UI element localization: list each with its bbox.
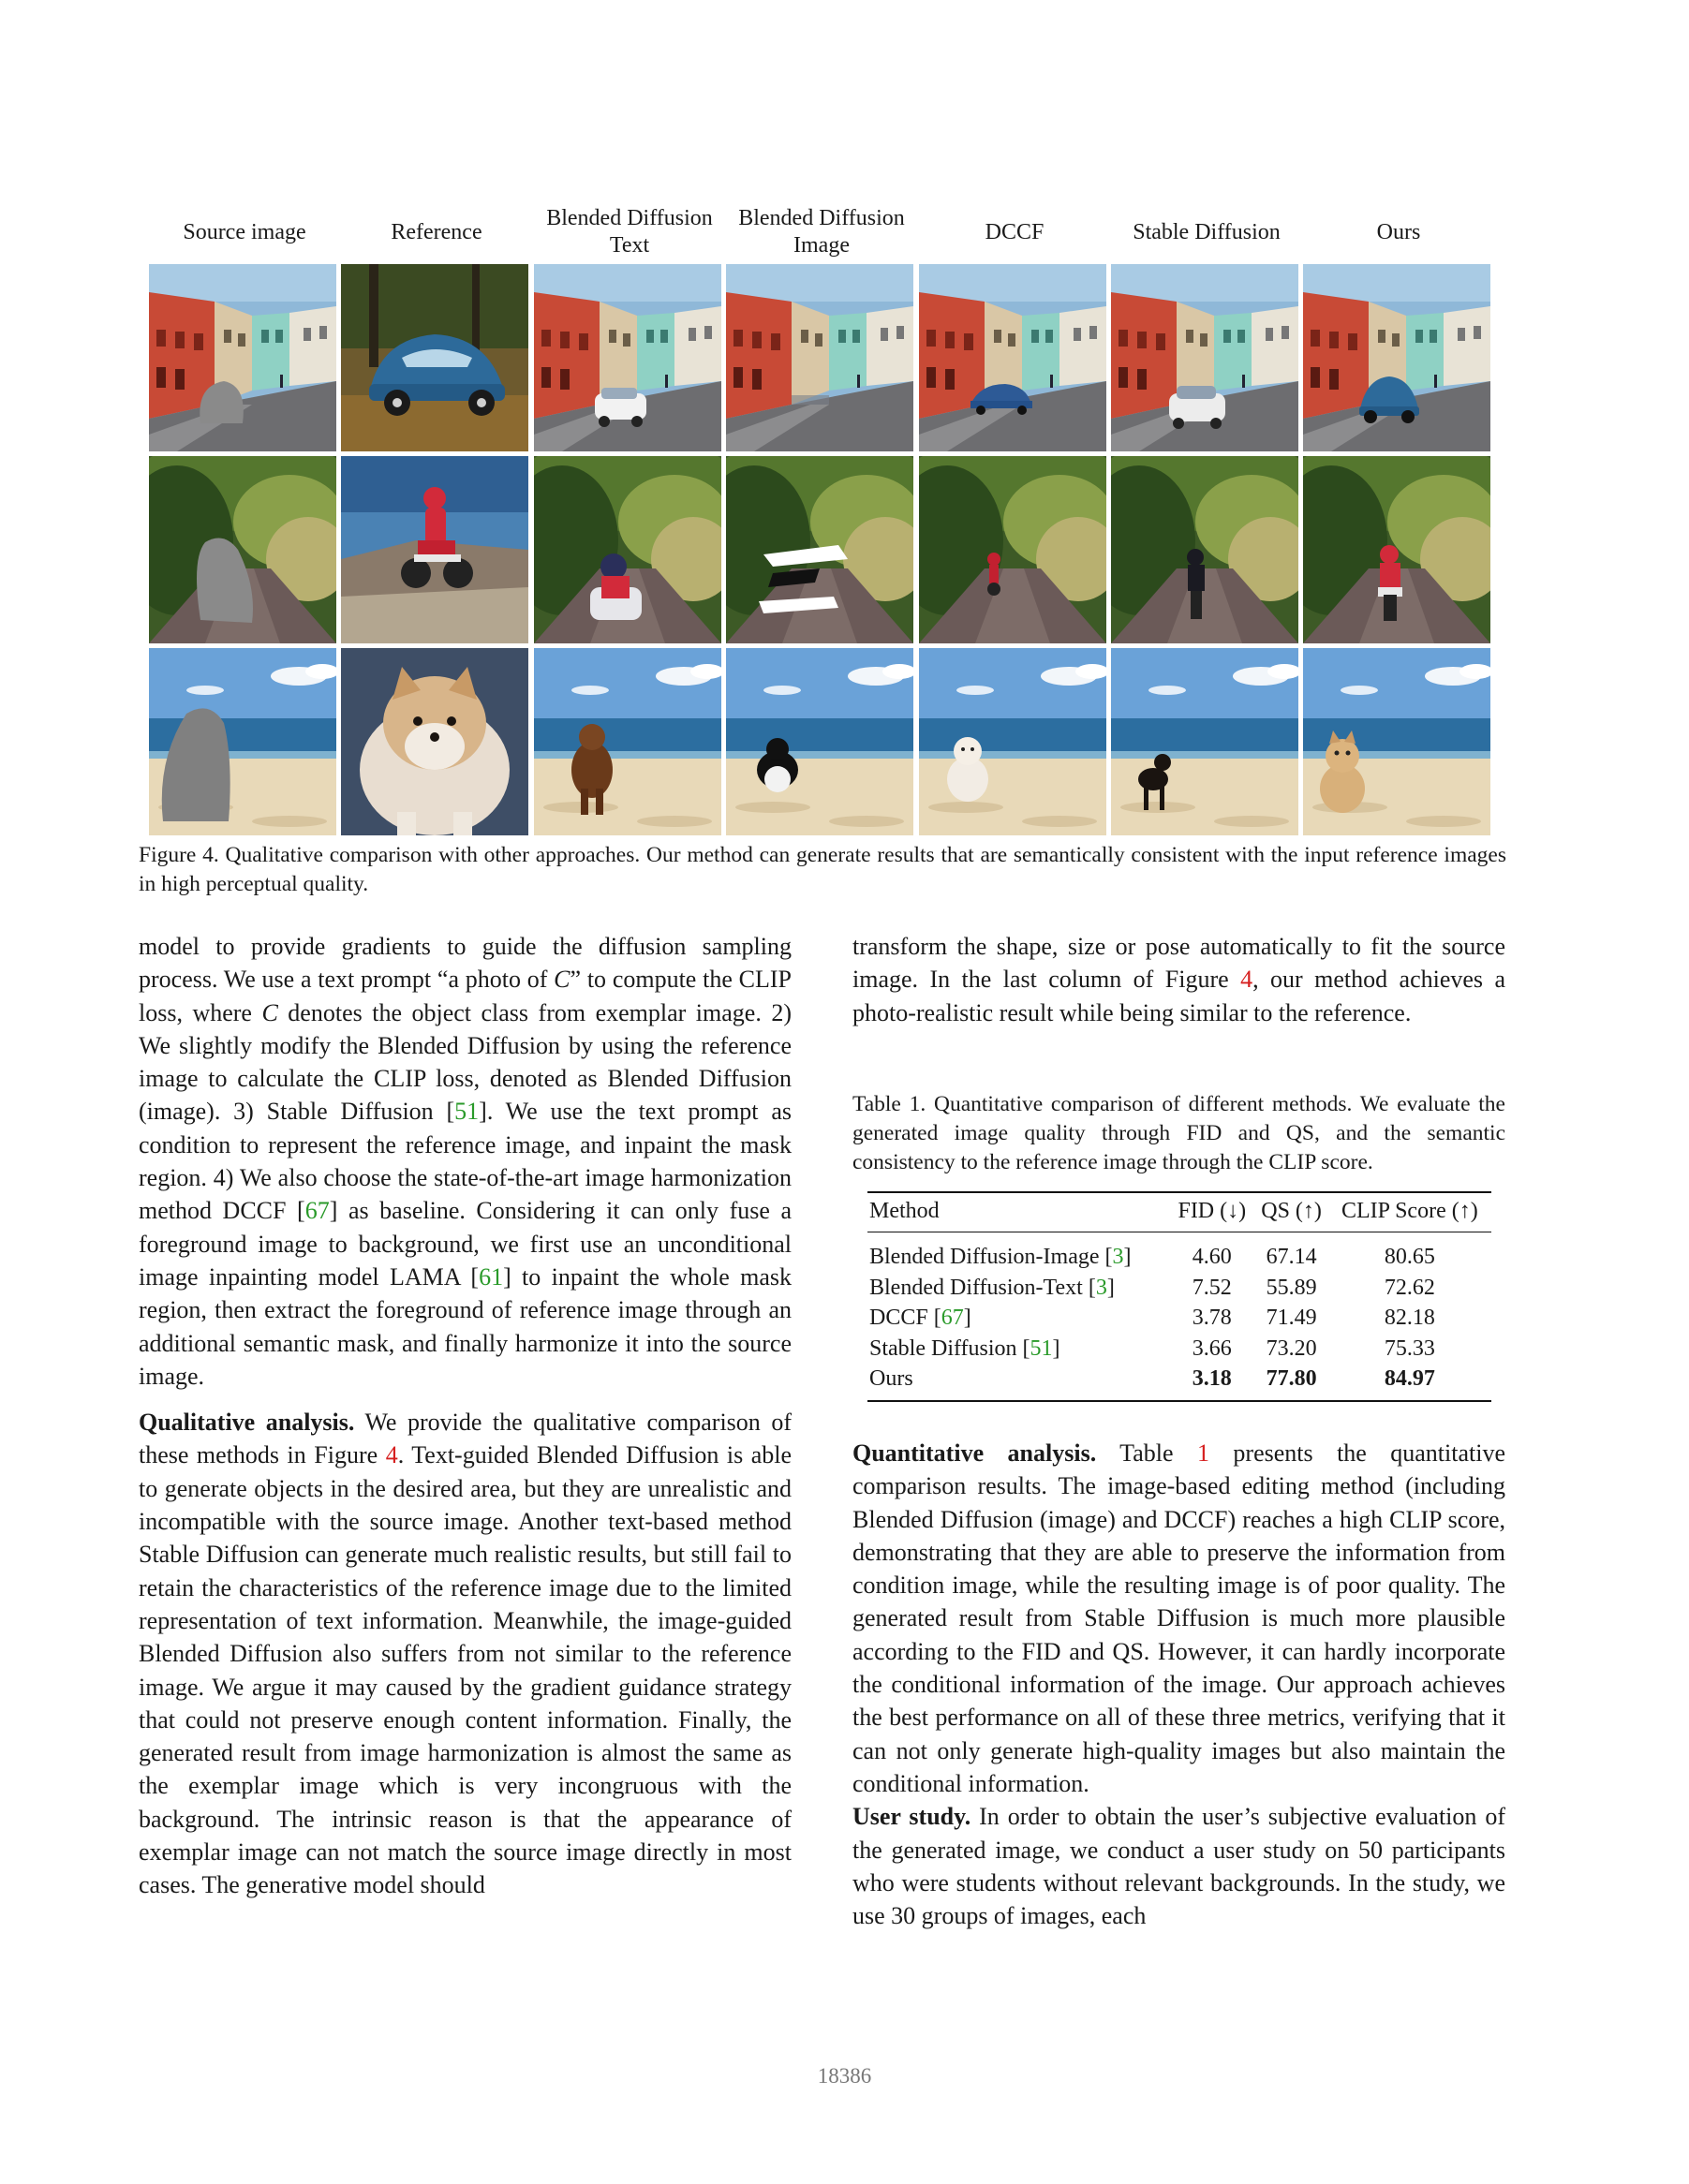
table-row xyxy=(867,1273,1491,1304)
cell-fid: 3.18 xyxy=(1192,1366,1232,1391)
image-forest-stable-diffusion xyxy=(1111,456,1298,643)
section-heading: Quantitative analysis. xyxy=(852,1439,1097,1467)
image-beach-ours xyxy=(1303,648,1490,835)
citation-link[interactable]: 67 xyxy=(941,1306,964,1330)
paragraph-quantitative: Quantitative analysis. Table 1 presents the quantitative comparison results. The image-based editing method (including Blended Diffusion (image) and DCCF) reaches a high CLIP score, demonstrating that they are able to preserve the information from condition image, while the resulting image is of poor quality. The generated result from Stable Diffusion is much more plausible according to the FID and QS. However, it can hardly incorporate the conditional information of the image. Our approach achieves the best performance on all of these three metrics, verifying that it can not only generate high-quality images but also maintain the conditional information. xyxy=(852,1439,1506,1797)
cell-qs: 67.14 xyxy=(1266,1245,1317,1269)
header-qs: QS (↑) xyxy=(1261,1199,1322,1223)
image-forest-bd-image xyxy=(726,456,913,643)
paragraph-transform: transform the shape, size or pose automatically to fit the source image. In the last column of Figure 4, our method achieves a photo-realistic result while being similar to the reference. xyxy=(852,933,1505,1026)
col-header-source: Source image xyxy=(183,219,306,244)
image-beach-source xyxy=(149,648,336,835)
cell-qs: 71.49 xyxy=(1266,1306,1317,1330)
image-beach-dccf xyxy=(919,648,1106,835)
figure-caption: Figure 4. Qualitative comparison with other approaches. Our method can generate results that are semantically consistent with the input reference images in high perceptual quality. xyxy=(139,843,1506,896)
figure-link[interactable]: 4 xyxy=(385,1441,398,1469)
col-header-bd-image: Blended Diffusion Image xyxy=(738,206,905,258)
section-heading: Qualitative analysis. xyxy=(139,1409,355,1437)
paragraph-user-study: User study. In order to obtain the user’s subjective evaluation of the generated image, we conduct a user study on 50 participants who were students without relevant backgrounds. In the study, we use 30 groups of images, each xyxy=(852,1803,1505,1930)
page-number: 18386 xyxy=(817,2064,872,2088)
image-street-dccf xyxy=(919,264,1106,451)
image-forest-dccf xyxy=(919,456,1106,643)
col-header-reference: Reference xyxy=(391,219,482,244)
header-method: Method xyxy=(869,1199,940,1223)
image-beach-bd-image xyxy=(726,648,913,835)
cell-qs: 77.80 xyxy=(1266,1366,1317,1391)
table-link[interactable]: 1 xyxy=(1196,1439,1209,1467)
image-forest-reference xyxy=(341,456,528,643)
col-header-stable-diffusion: Stable Diffusion xyxy=(1133,219,1281,244)
image-forest-bd-text xyxy=(534,456,721,643)
col-header-ours: Ours xyxy=(1376,219,1421,244)
citation-link[interactable]: 61 xyxy=(479,1262,504,1291)
cell-qs: 55.89 xyxy=(1266,1275,1317,1300)
cell-method: Blended Diffusion-Text [3] xyxy=(869,1275,1115,1300)
table-header-row xyxy=(867,1192,1491,1232)
image-forest-source xyxy=(149,456,336,643)
citation-link[interactable]: 3 xyxy=(1112,1245,1124,1269)
cell-fid: 4.60 xyxy=(1192,1245,1232,1269)
header-fid: FID (↓) xyxy=(1178,1199,1247,1223)
figure-link[interactable]: 4 xyxy=(1240,966,1253,994)
cell-fid: 7.52 xyxy=(1192,1275,1232,1300)
cell-clip: 72.62 xyxy=(1384,1275,1435,1300)
header-clip: CLIP Score (↑) xyxy=(1341,1199,1478,1223)
image-street-reference xyxy=(341,264,528,451)
paragraph-qualitative: Qualitative analysis. We provide the qualitative comparison of these methods in Figure 4. Text-guided Blended Diffusion is able to generate objects in the desired area, but they are unrealistic and incompatible with the source image. Another text-based method Stable Diffusion can generate much realistic results, but still fail to retain the characteristics of the reference image due to the limited representation of text information. Meanwhile, the image-guided Blended Diffusion also suffers from not similar to the reference image. We argue it may caused by the gradient guidance strategy that could not preserve enough content information. Finally, the generated result from image harmonization is almost the same as the exemplar image which is very incongruous with the background. The intrinsic reason is that the appearance of exemplar image can not match the source image directly in most cases. The generative model should xyxy=(139,1409,793,1899)
cell-qs: 73.20 xyxy=(1266,1335,1317,1361)
citation-link[interactable]: 67 xyxy=(304,1197,330,1225)
image-street-stable-diffusion xyxy=(1111,264,1298,451)
citation-link[interactable]: 51 xyxy=(1030,1335,1053,1361)
image-forest-ours xyxy=(1303,456,1490,643)
cell-fid: 3.78 xyxy=(1192,1306,1232,1330)
section-heading: User study. xyxy=(852,1803,971,1831)
cell-fid: 3.66 xyxy=(1192,1335,1232,1361)
left-column xyxy=(139,930,792,1902)
cell-method: Ours xyxy=(869,1366,913,1391)
citation-link[interactable]: 51 xyxy=(454,1098,480,1126)
cell-clip: 75.33 xyxy=(1384,1335,1435,1361)
table-row xyxy=(867,1303,1491,1334)
table-caption: Table 1. Quantitative comparison of different methods. We evaluate the generated image quality through FID and QS, and the semantic consistency to the reference image through the CLIP score. xyxy=(852,1092,1505,1174)
image-beach-stable-diffusion xyxy=(1111,648,1298,835)
table-row-ours xyxy=(867,1364,1491,1401)
cell-clip: 80.65 xyxy=(1384,1245,1435,1269)
cell-method: Blended Diffusion-Image [3] xyxy=(869,1245,1132,1269)
image-street-bd-image xyxy=(726,264,913,451)
table-row xyxy=(867,1334,1491,1365)
image-beach-bd-text xyxy=(534,648,721,835)
col-header-dccf: DCCF xyxy=(985,219,1045,244)
paragraph-baselines: model to provide gradients to guide the diffusion sampling process. We use a text prompt “a photo of C” to compute the CLIP loss, where C denotes the object class from exemplar image. 2) We slightly modify the Blended Diffusion by using the reference image to calculate the CLIP loss, denoted as Blended Diffusion (image). 3) Stable Diffusion [51]. We use the text prompt as condition to represent the reference image, and inpaint the mask region. 4) We also choose the state-of-the-art image harmonization method DCCF [67] as baseline. Considering it can only fuse a foreground image to background, we first use an unconditional image inpainting model LAMA [61] to inpaint the whole mask region, then extract the foreground of reference image through an additional semantic mask, and finally harmonize it into the source image. xyxy=(139,933,792,1390)
image-beach-reference xyxy=(341,648,528,835)
right-column xyxy=(852,930,1505,1029)
cell-method: Stable Diffusion [51] xyxy=(869,1335,1060,1361)
citation-link[interactable]: 3 xyxy=(1095,1275,1107,1300)
image-street-ours xyxy=(1303,264,1490,451)
right-column-lower xyxy=(852,1437,1505,1932)
col-header-bd-text: Blended Diffusion Text xyxy=(546,206,713,258)
table-row xyxy=(867,1232,1491,1273)
cell-method: DCCF [67] xyxy=(869,1306,971,1330)
image-street-bd-text xyxy=(534,264,721,451)
cell-clip: 82.18 xyxy=(1384,1306,1435,1330)
table-quantitative xyxy=(867,1191,1491,1402)
cell-clip: 84.97 xyxy=(1384,1366,1435,1391)
image-street-source xyxy=(149,264,336,451)
